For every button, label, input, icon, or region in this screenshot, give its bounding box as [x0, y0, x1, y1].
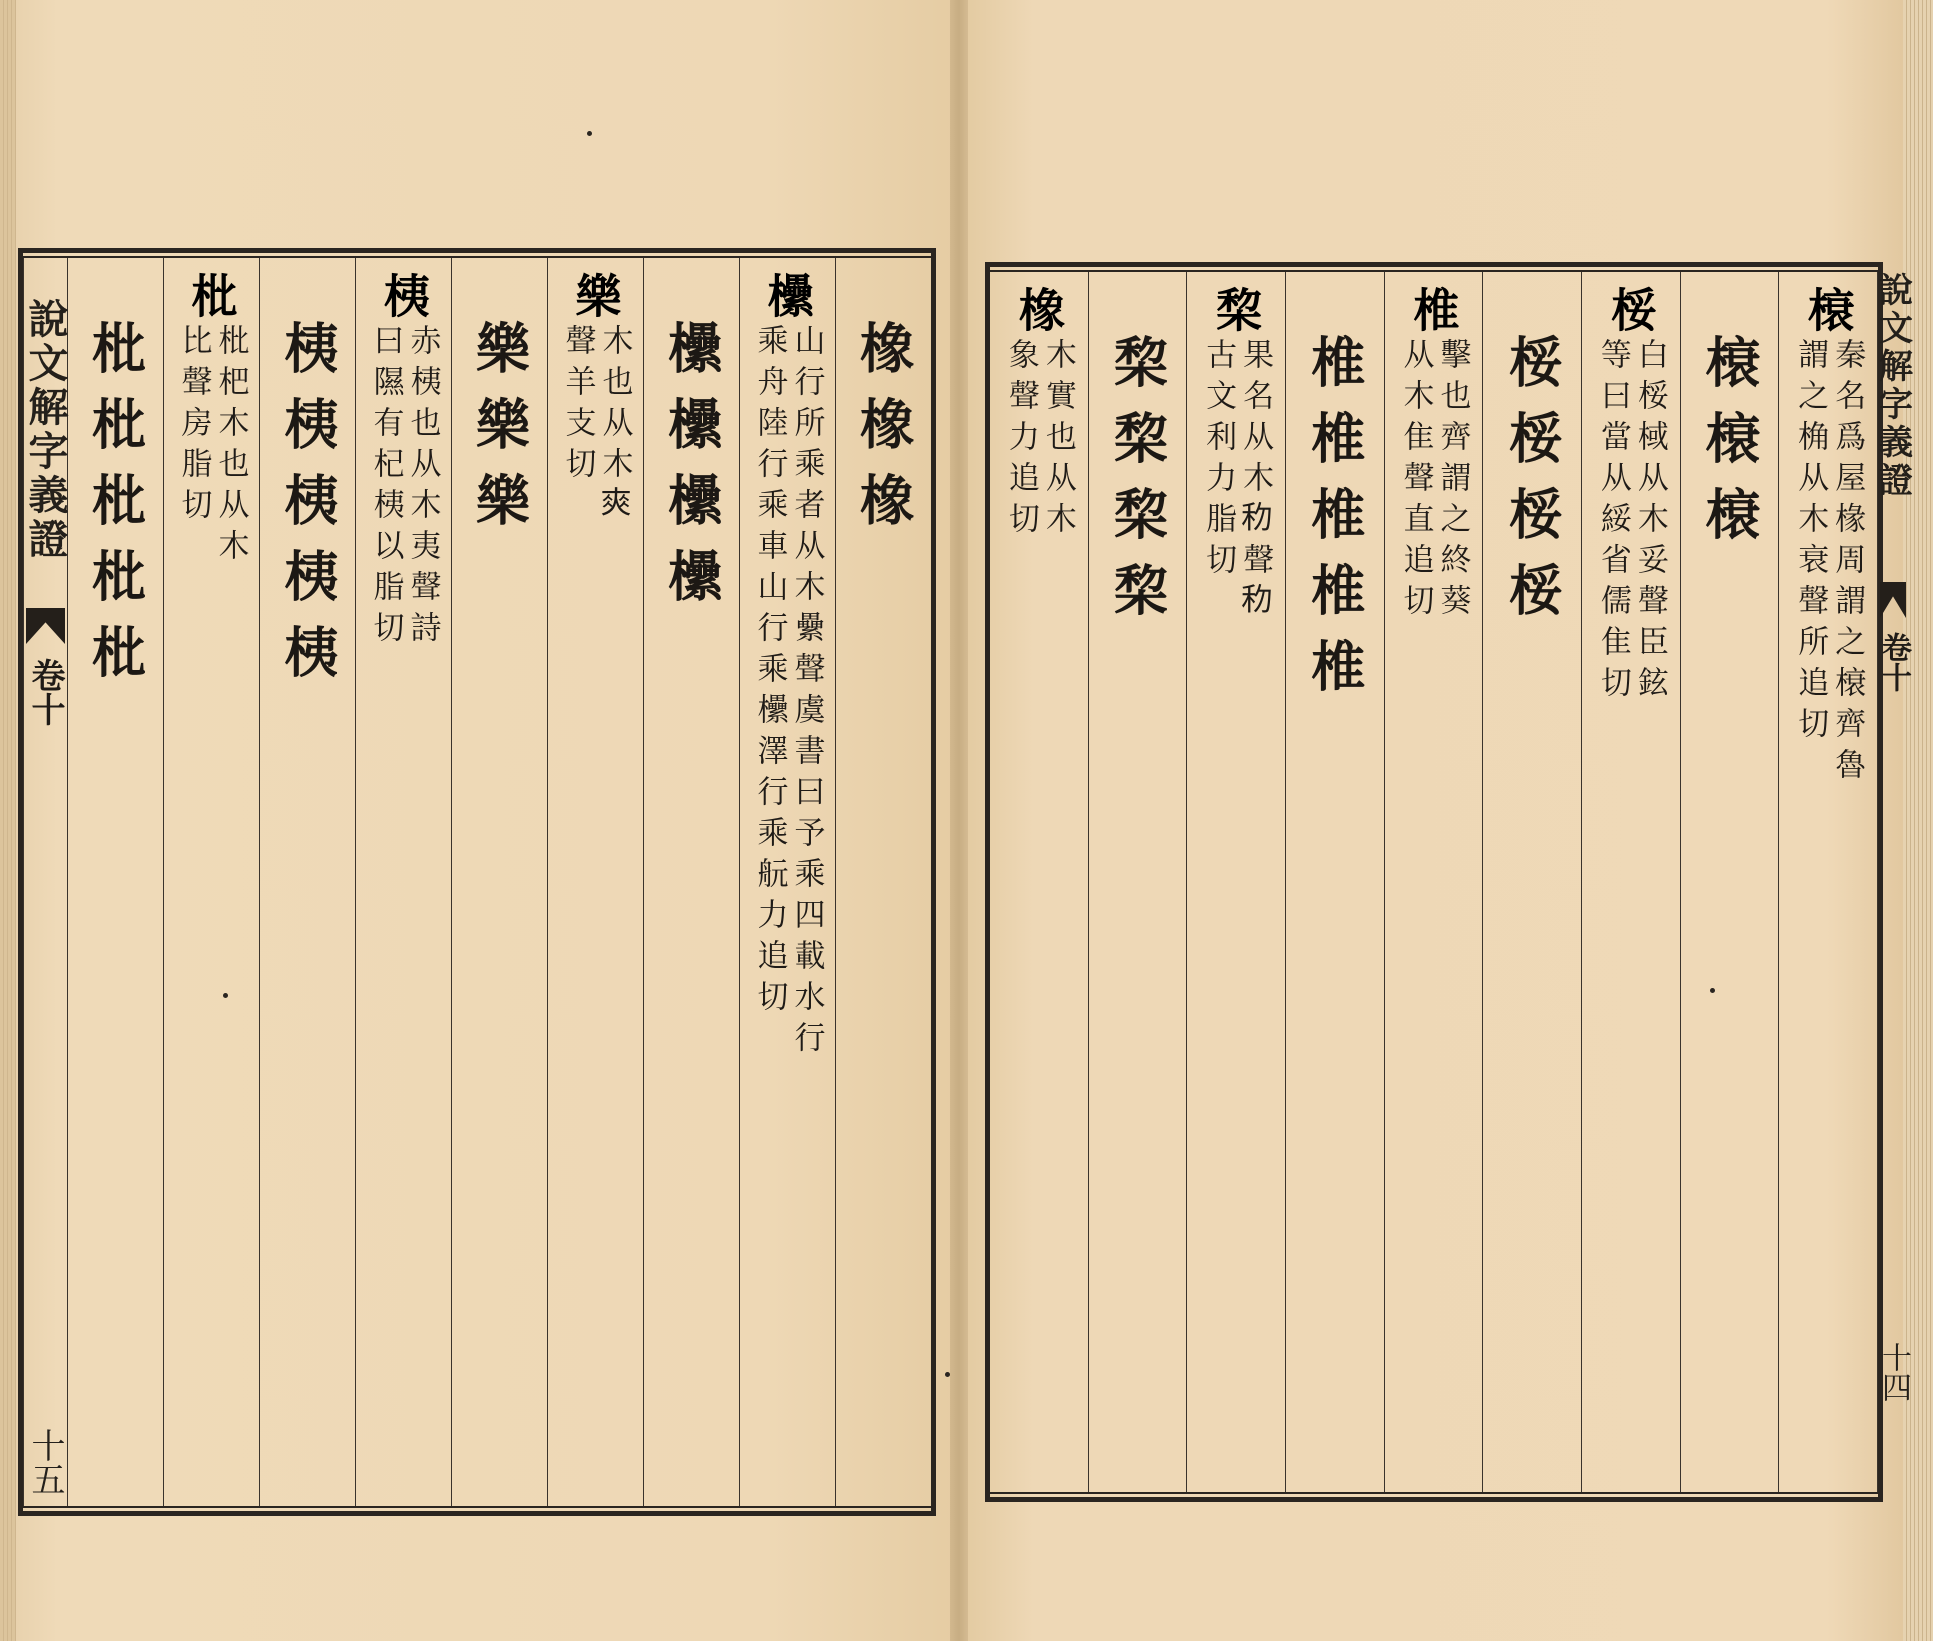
fold-juan-number: 卷十: [1876, 632, 1911, 692]
headword: 桋: [376, 272, 431, 318]
column-entry: [1187, 272, 1286, 1492]
column-seal: [835, 258, 931, 1506]
column-entry: [1779, 272, 1878, 1492]
annotation-left: 等曰當从綏省儒隹切: [1594, 338, 1631, 707]
headword: 橡: [1011, 286, 1066, 332]
column-seal: [259, 258, 355, 1506]
right-page-frame: [985, 262, 1883, 1502]
fish-tail-mark: [26, 608, 65, 644]
left-page-frame: [18, 248, 936, 1516]
column-entry: [1582, 272, 1681, 1492]
column-seal: [1286, 272, 1385, 1492]
annotation-left: 聲羊支切: [559, 324, 596, 488]
headword: 枇: [184, 272, 239, 318]
annotation-right: 秦名爲屋椽周謂之榱齊魯: [1829, 338, 1866, 789]
fish-tail-mark: [1880, 582, 1906, 618]
column-seal: [1483, 272, 1582, 1492]
seal-glyphs: 椎椎椎椎椎: [1302, 334, 1367, 714]
annotation-left: 謂之桷从木衰聲所追切: [1792, 338, 1829, 748]
seal-glyphs: 桵桵桵桵: [1500, 334, 1565, 638]
seal-glyphs: 榱榱榱: [1697, 334, 1762, 562]
column-entry: [739, 258, 835, 1506]
column-entry: [547, 258, 643, 1506]
right-page-columns: [990, 272, 1878, 1492]
ink-speck: [945, 1372, 950, 1377]
seal-glyphs: 欙欙欙欙: [659, 320, 724, 624]
fold-juan-number: 卷十: [25, 658, 65, 726]
annotation-right: 枇杷木也从木: [212, 324, 249, 570]
seal-glyphs: 樂樂樂: [467, 320, 532, 548]
book-gutter: [950, 0, 968, 1641]
column-entry: [990, 272, 1089, 1492]
annotation-left: 比聲房脂切: [175, 324, 212, 529]
fold-page-number: 十五: [25, 1428, 65, 1496]
frame-bottom-rule: [990, 1492, 1878, 1494]
annotation-left: 乘舟陸行乘車山行乘欙澤行乘𦨞力追切: [751, 324, 788, 1021]
left-page-edge: [0, 0, 16, 1641]
column-seal: [67, 258, 163, 1506]
column-entry: [1385, 272, 1484, 1492]
annotation-left: 从木隹聲直追切: [1397, 338, 1434, 625]
headword: 榱: [1801, 286, 1856, 332]
annotation-right: 果名从木𥝢聲𥝢: [1237, 338, 1274, 625]
annotation-right: 木實也从木: [1039, 338, 1076, 543]
page-fold-margin: [23, 258, 67, 1506]
column-seal: [1089, 272, 1188, 1492]
page-fold-margin: [1872, 262, 1913, 1502]
headword: 棃: [1209, 286, 1264, 332]
headword: 樂: [568, 272, 623, 318]
column-entry: [355, 258, 451, 1506]
headword: 椎: [1406, 286, 1461, 332]
annotation-right: 赤桋也从木夷聲詩: [404, 324, 441, 652]
column-seal: [1681, 272, 1780, 1492]
annotation-right: 山行所乘者从木纍聲虞書曰予乘四載水行: [788, 324, 825, 1062]
seal-glyphs: 桋桋桋桋桋: [275, 320, 340, 700]
seal-glyphs: 棃棃棃棃: [1105, 334, 1170, 638]
ink-speck: [587, 131, 592, 136]
seal-glyphs: 枇枇枇枇枇: [83, 320, 148, 700]
headword: 欙: [760, 272, 815, 318]
fold-book-title: 說文解字義證: [1872, 272, 1913, 500]
column-seal: [643, 258, 739, 1506]
headword: 桵: [1603, 286, 1658, 332]
column-entry: [163, 258, 259, 1506]
fold-book-title: 說文解字義證: [22, 298, 69, 562]
annotation-left: 古文利力脂切: [1200, 338, 1237, 584]
annotation-right: 擊也齊謂之終葵: [1434, 338, 1471, 625]
left-page-columns: [23, 258, 931, 1506]
seal-glyphs: 橡橡橡: [851, 320, 916, 548]
column-seal: [451, 258, 547, 1506]
annotation-left: 曰隰有杞桋以脂切: [367, 324, 404, 652]
frame-bottom-rule: [23, 1506, 931, 1508]
fold-page-number: 十四: [1876, 1342, 1911, 1402]
annotation-right: 木也从木𡙁: [596, 324, 633, 529]
annotation-left: 象聲力追切: [1002, 338, 1039, 543]
annotation-right: 白桵棫从木妥聲臣鉉: [1631, 338, 1668, 707]
